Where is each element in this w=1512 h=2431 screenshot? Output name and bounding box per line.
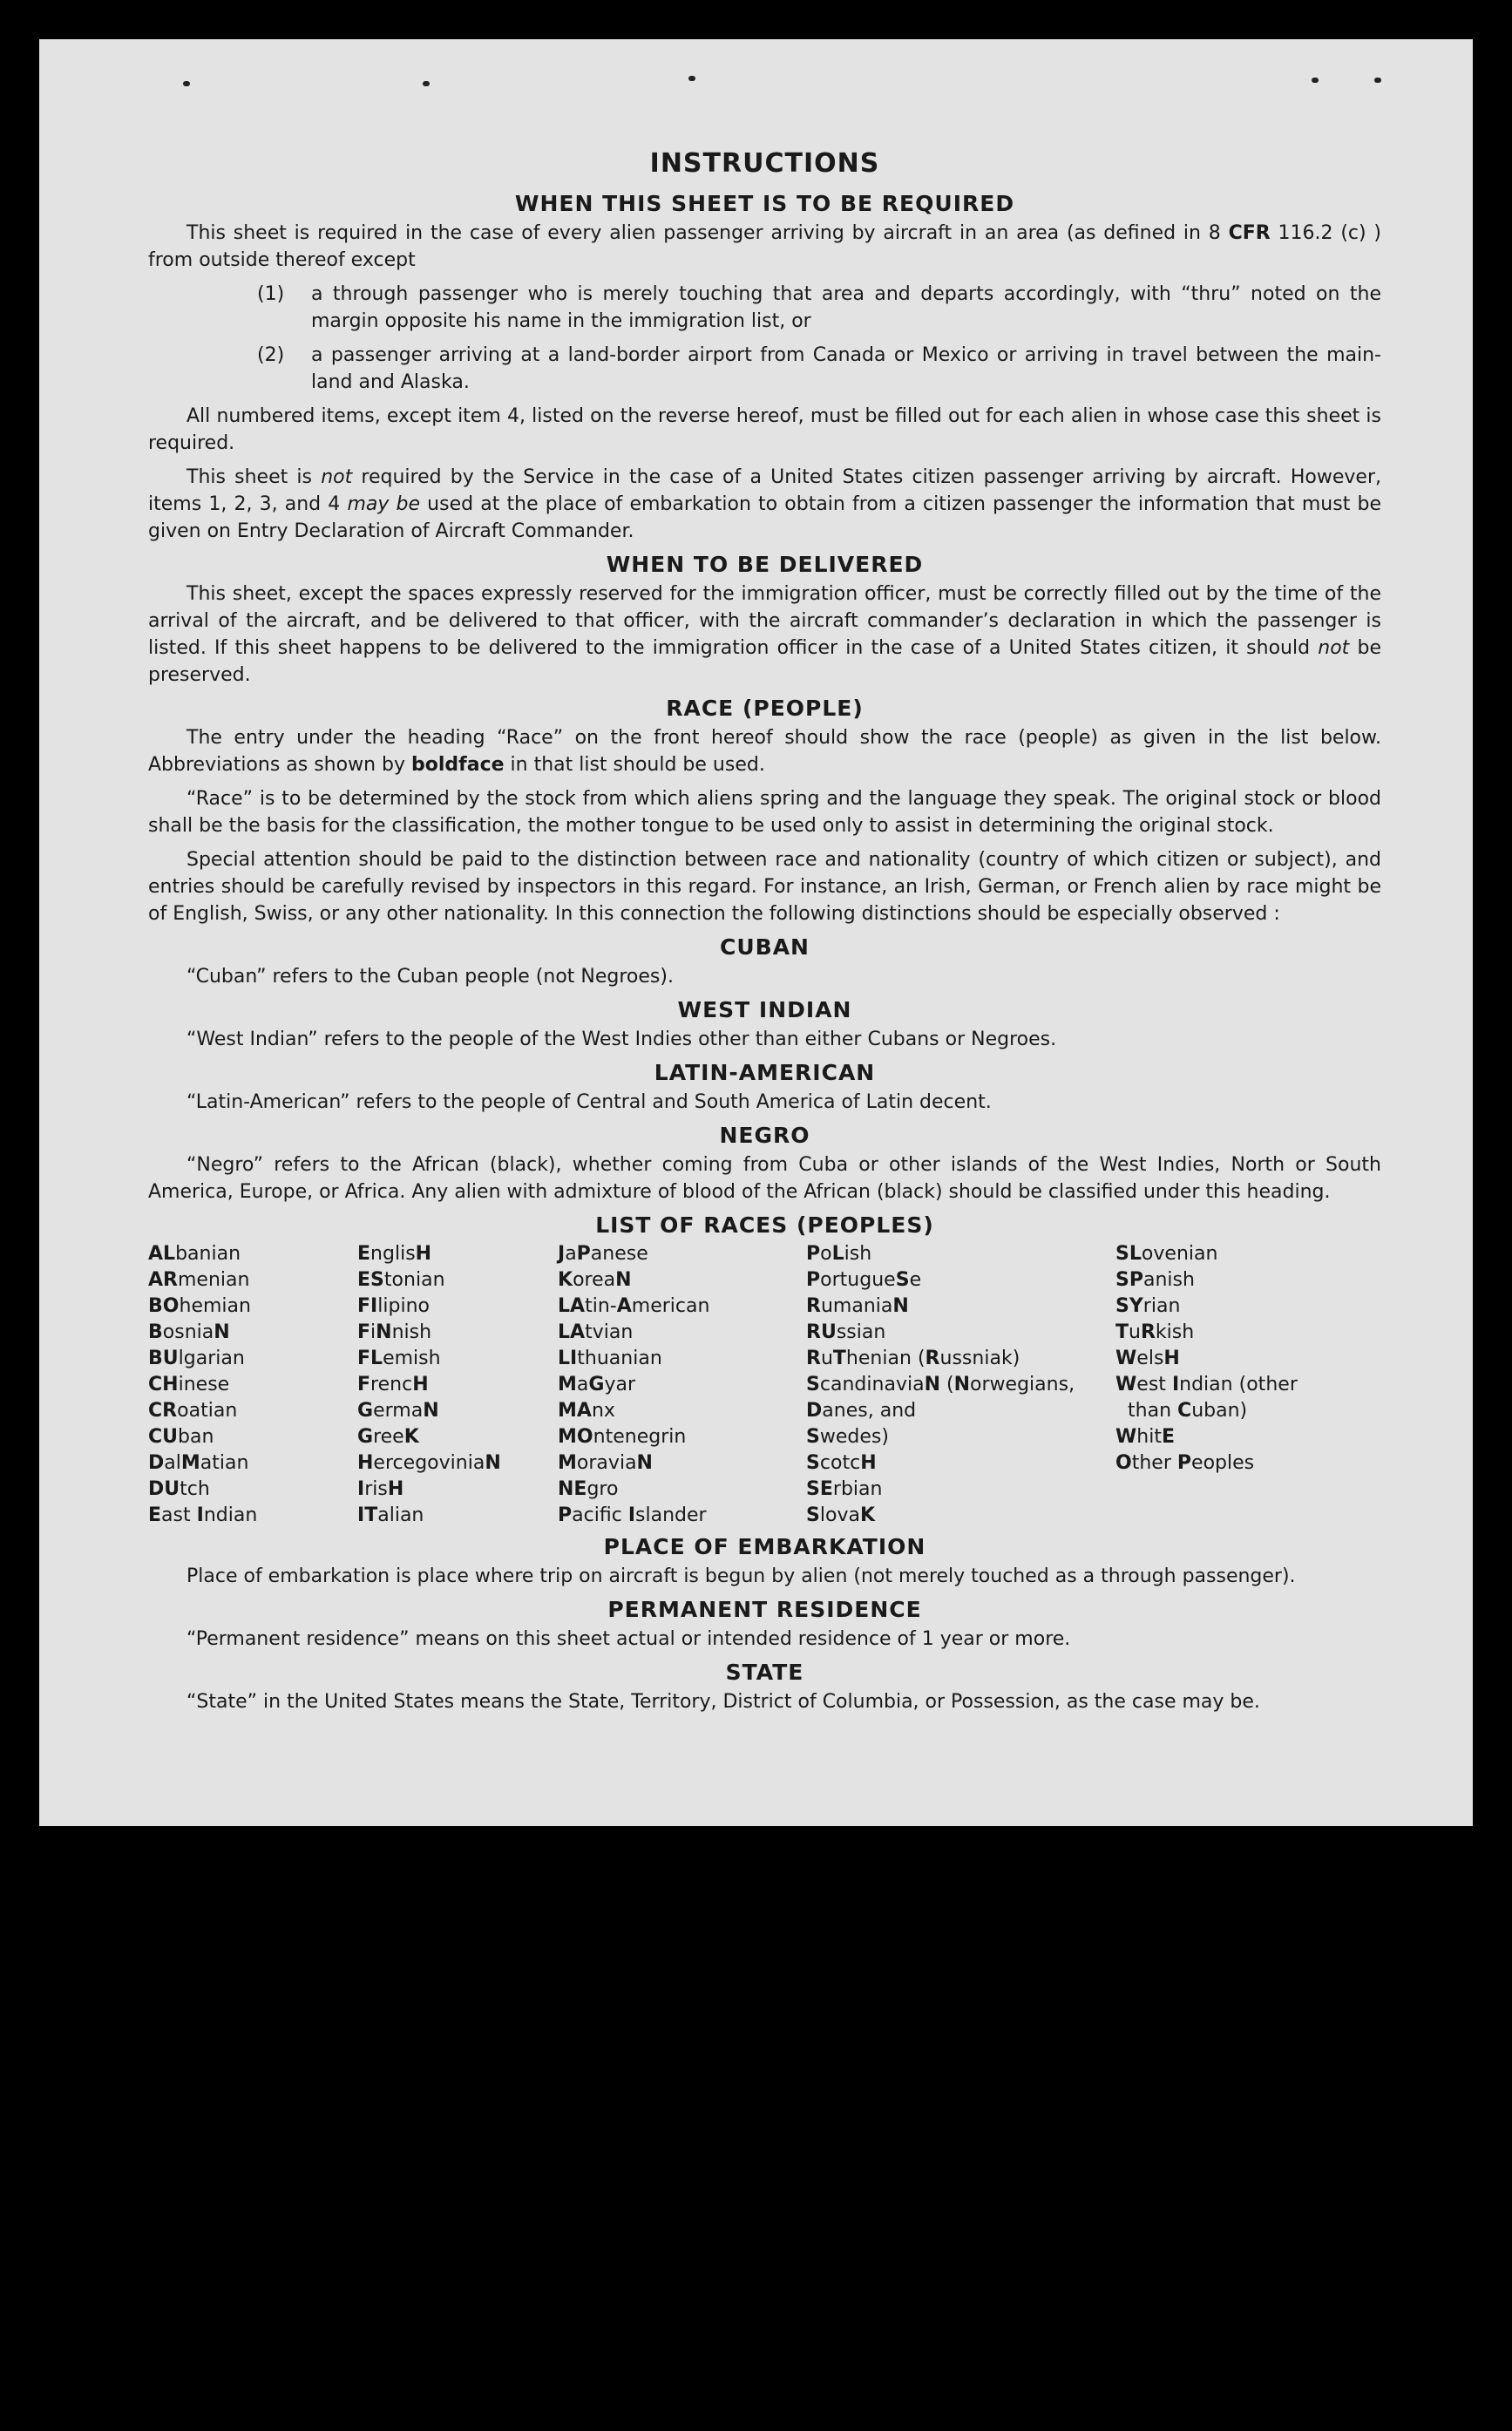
race-entry: CRoatian xyxy=(148,1400,238,1422)
race-entry: NEgro xyxy=(558,1478,619,1500)
latin-american-paragraph: “Latin-American” refers to the people of Central and South America of Latin decent. xyxy=(186,1091,992,1113)
race-column xyxy=(558,1241,806,1529)
race-entry: than Cuban) xyxy=(1128,1400,1248,1422)
race-list xyxy=(148,1241,1381,1529)
race-entry: FiNnish xyxy=(357,1321,432,1343)
race-entry: BOhemian xyxy=(148,1295,251,1317)
heading-state: STATE xyxy=(725,1660,804,1685)
race-column xyxy=(357,1241,558,1529)
race-entry: CUban xyxy=(148,1426,214,1448)
intro-paragraph: This sheet is required in the case of every alien passenger arriving by aircraft in an area (as defined in 8 CFR 116.2 (c) ) from outside thereof except xyxy=(148,222,1382,271)
race-entry: RumaniaN xyxy=(806,1295,909,1317)
race-entry: MoraviaN xyxy=(558,1452,653,1474)
race-entry: SErbian xyxy=(806,1478,883,1500)
race-entry: ScotcH xyxy=(806,1452,877,1474)
race-entry: ITalian xyxy=(357,1504,424,1526)
race-entry: PoLish xyxy=(806,1243,872,1265)
race-entry: GermaN xyxy=(357,1400,439,1422)
heading-negro: NEGRO xyxy=(719,1123,810,1148)
residence-paragraph: “Permanent residence” means on this sheet actual or intended residence of 1 year or more. xyxy=(186,1628,1071,1650)
race-entry: Danes, and xyxy=(806,1400,917,1422)
heading-when-required: WHEN THIS SHEET IS TO BE REQUIRED xyxy=(514,191,1015,216)
race-entry: HercegoviniaN xyxy=(357,1452,501,1474)
race-entry: East Indian xyxy=(148,1504,258,1526)
cuban-paragraph: “Cuban” refers to the Cuban people (not Negroes). xyxy=(186,966,674,988)
race-paragraph: “Race” is to be determined by the stock from which aliens spring and the language they speak. The original stock or blood shall be the basis for the classification, the mother tongue to be used only to assist in determining the original stock. xyxy=(148,788,1381,837)
race-entry: IrisH xyxy=(357,1478,404,1500)
race-entry: PortugueSe xyxy=(806,1269,922,1291)
race-entry: TuRkish xyxy=(1115,1321,1195,1343)
race-paragraph: Special attention should be paid to the distinction between race and nationality (country of which citizen or subject), and entries should be carefully revised by inspectors in this regard. For instance, an Irish, German, or French alien by race might be of English, Swiss, or any other nationality. In this connection the following distinctions should be especially observed : xyxy=(148,849,1381,925)
race-entry: ALbanian xyxy=(148,1243,241,1265)
race-column xyxy=(148,1241,357,1529)
race-entry: FrencH xyxy=(357,1374,429,1395)
race-entry: DalMatian xyxy=(148,1452,249,1474)
race-entry: LIthuanian xyxy=(558,1348,662,1369)
race-entry: ScandinaviaN (Norwegians, xyxy=(806,1374,1075,1395)
ink-speck xyxy=(688,76,695,81)
exception-item: (2) a passenger arriving at a land-border airport from Canada or Mexico or arriving in travel between the main-land and Alaska. xyxy=(257,344,1381,393)
embarkation-paragraph: Place of embarkation is place where trip on aircraft is begun by alien (not merely touched as a through passenger). xyxy=(186,1565,1296,1587)
heading-permanent-residence: PERMANENT RESIDENCE xyxy=(607,1597,922,1622)
heading-race: RACE (PEOPLE) xyxy=(666,696,864,721)
race-entry: EStonian xyxy=(357,1269,445,1291)
ink-speck xyxy=(1374,78,1381,83)
race-entry: FIlipino xyxy=(357,1295,430,1317)
race-entry: RUssian xyxy=(806,1321,886,1343)
race-column xyxy=(806,1241,1115,1529)
race-entry: BosniaN xyxy=(148,1321,230,1343)
race-entry: MOntenegrin xyxy=(558,1426,687,1448)
heading-west-indian: WEST INDIAN xyxy=(677,997,852,1022)
race-entry: EnglisH xyxy=(357,1243,432,1265)
race-entry: MAnx xyxy=(558,1400,615,1422)
state-paragraph: “State” in the United States means the State, Territory, District of Columbia, or Possession, as the case may be. xyxy=(186,1691,1260,1713)
west-indian-paragraph: “West Indian” refers to the people of the West Indies other than either Cubans or Negroes. xyxy=(186,1029,1057,1050)
race-entry: WelsH xyxy=(1115,1348,1180,1369)
race-entry: SlovaK xyxy=(806,1504,876,1526)
race-entry: WhitE xyxy=(1115,1426,1176,1448)
ink-speck xyxy=(423,81,430,86)
race-entry: SPanish xyxy=(1115,1269,1195,1291)
race-entry: KoreaN xyxy=(558,1269,632,1291)
heading-embarkation: PLACE OF EMBARKATION xyxy=(603,1534,926,1559)
race-entry: BUlgarian xyxy=(148,1348,245,1369)
document-sheet xyxy=(39,39,1473,1826)
race-entry: SLovenian xyxy=(1115,1243,1218,1265)
negro-paragraph: “Negro” refers to the African (black), whether coming from Cuba or other islands of the West Indies, North or South America, Europe, or Africa. Any alien with admixture of blood of the African (black) should be classified under this heading. xyxy=(148,1154,1381,1203)
race-entry: GreeK xyxy=(357,1426,419,1448)
race-entry: ARmenian xyxy=(148,1269,250,1291)
heading-latin-american: LATIN-AMERICAN xyxy=(654,1060,876,1085)
numbered-items-paragraph: All numbered items, except item 4, listed on the reverse hereof, must be filled out for each alien in whose case this sheet is required. xyxy=(148,405,1381,454)
race-paragraph: The entry under the heading “Race” on the front hereof should show the race (people) as given in the list below. Abbreviations as shown by boldface in that list should be used. xyxy=(148,727,1381,776)
race-entry: Pacifc Islander xyxy=(558,1504,707,1526)
race-entry: DUtch xyxy=(148,1478,210,1500)
race-entry: Other Peoples xyxy=(1115,1452,1255,1474)
race-entry: MaGyar xyxy=(558,1374,636,1395)
delivery-paragraph: This sheet, except the spaces expressly reserved for the immigration officer, must be correctly filled out by the time of the arrival of the aircraft, and be delivered to that officer, with the aircraft commander’s declaration in which the passenger is listed. If this sheet happens to be delivered to the immigration officer in the case of a United States citizen, it should not be preserved. xyxy=(148,583,1381,686)
race-entry: Swedes) xyxy=(806,1426,889,1448)
ink-speck xyxy=(1312,78,1319,83)
race-entry: West Indian (other xyxy=(1115,1374,1298,1395)
heading-cuban: CUBAN xyxy=(720,934,810,960)
race-entry: LAtvian xyxy=(558,1321,634,1343)
race-entry: JaPanese xyxy=(558,1243,648,1265)
page-title: INSTRUCTIONS xyxy=(649,148,880,179)
heading-list-of-races: LIST OF RACES (PEOPLES) xyxy=(595,1212,934,1238)
race-entry: RuThenian (Russniak) xyxy=(806,1348,1020,1369)
exception-item: (1) a through passenger who is merely touching that area and departs accordingly, with “thru” noted on the margin opposite his name in the immigration list, or xyxy=(257,283,1381,332)
heading-when-delivered: WHEN TO BE DELIVERED xyxy=(606,552,924,577)
race-entry: CHinese xyxy=(148,1374,230,1395)
ink-speck xyxy=(183,81,190,86)
race-entry: SYrian xyxy=(1115,1295,1181,1317)
citizen-paragraph: This sheet is not required by the Service in the case of a United States citizen passenger arriving by aircraft. However, items 1, 2, 3, and 4 may be used at the place of embarkation to obtain from a citizen passenger the information that must be given on Entry Declaration of Aircraft Commander. xyxy=(148,466,1381,542)
race-entry: LAtin-American xyxy=(558,1295,710,1317)
race-entry: FLemish xyxy=(357,1348,441,1369)
race-column xyxy=(1115,1241,1359,1529)
